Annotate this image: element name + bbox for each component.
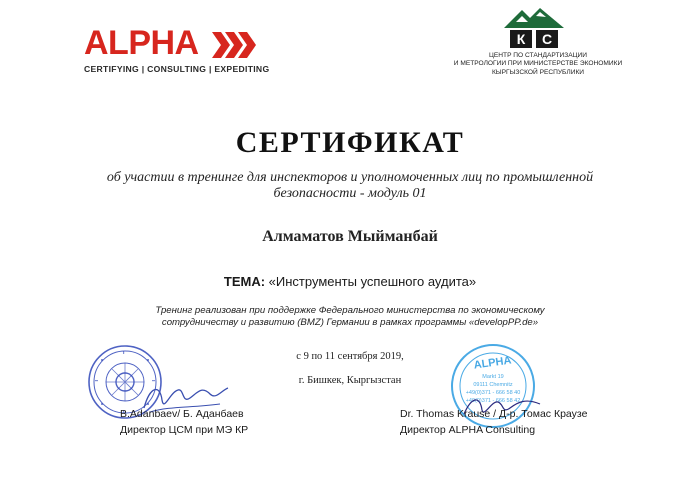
stamp-address-line: Markt 19 — [482, 374, 504, 380]
ks-letter-s: С — [541, 31, 553, 47]
ks-caption — [448, 52, 628, 77]
training-theme — [0, 274, 700, 289]
theme-label: ТЕМА: — [223, 274, 266, 289]
signatory-role-right: Директор ALPHA Consulting — [400, 424, 536, 436]
theme-text: «Инструменты успешного аудита» — [268, 274, 477, 289]
training-city: г. Бишкек, Кыргызстан — [298, 375, 402, 386]
stamp-word: ALPHA — [472, 354, 513, 372]
stamp-address-line: +49(0)371 - 666 58 42 — [465, 398, 521, 404]
ks-caption-line: И МЕТРОЛОГИИ ПРИ МИНИСТЕРСТВЕ ЭКОНОМИКИ — [453, 60, 623, 68]
signatory-name-left: B.Adanbaev/ Б. Аданбаев — [120, 408, 244, 420]
ks-caption-line: КЫРГЫЗСКОЙ РЕСПУБЛИКИ — [491, 68, 585, 76]
stamp-address-line: 09111 Chemnitz — [473, 382, 513, 388]
alpha-logo — [84, 24, 270, 74]
ks-letter-k: К — [516, 31, 526, 47]
certificate-subtitle: об участии в тренинге для инспекторов и уполномоченных лиц по промышленной безопасности - модуль 01 — [106, 170, 594, 201]
stamp-address-line: +49(0)371 - 666 58 40 — [465, 390, 521, 396]
signatory-name-right: Dr. Thomas Krause / Д-р. Томас Краузе — [400, 408, 588, 420]
alpha-tagline: CERTIFYING | CONSULTING | EXPEDITING — [84, 64, 270, 74]
ks-mountain-logo — [496, 6, 572, 50]
alpha-wordmark: ALPHA — [84, 24, 199, 62]
chevrons-icon — [212, 32, 258, 58]
signatory-role-left: Директор ЦСМ при МЭ КР — [120, 424, 249, 436]
recipient-name: Алмаматов Мыйманбай — [262, 228, 438, 245]
training-dates: с 9 по 11 сентября 2019, — [296, 351, 404, 362]
certificate-title: СЕРТИФИКАТ — [235, 126, 465, 159]
ks-caption-line: ЦЕНТР ПО СТАНДАРТИЗАЦИИ — [489, 52, 587, 59]
support-statement: Тренинг реализован при поддержке Федерального министерства по экономическому сотрудничеству и развитию (BMZ) Германии в рамках программы «developPP.de» — [155, 305, 545, 328]
